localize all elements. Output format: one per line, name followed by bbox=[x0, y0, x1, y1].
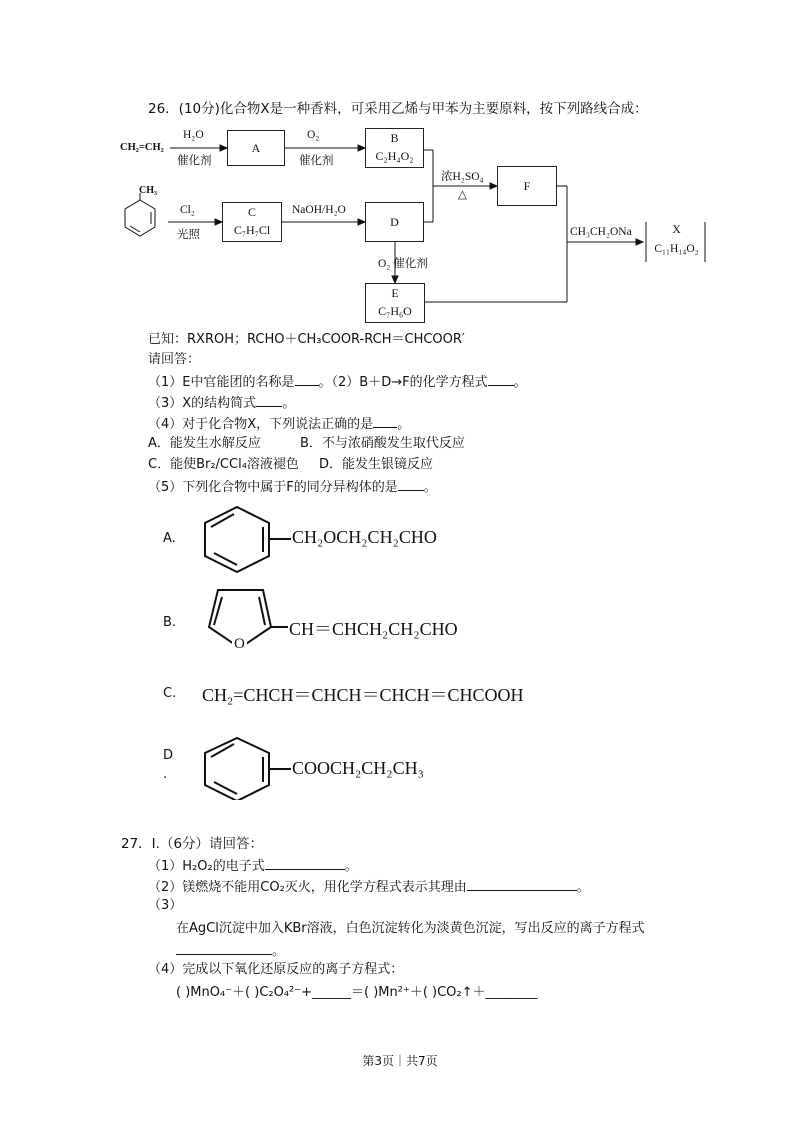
q27-sub4: （4）完成以下氧化还原反应的离子方程式： bbox=[148, 962, 404, 977]
reagent-h2o: H₂O bbox=[183, 129, 204, 141]
reagent-naoh: NaOH/H₂O bbox=[292, 204, 346, 216]
option-d-dot: . bbox=[163, 767, 168, 782]
q27-sub3-text: 在AgCl沉淀中加入KBr溶液，白色沉淀转化为淡黄色沉淀，写出反应的离子方程式 bbox=[176, 921, 645, 936]
box-e-formula: C₇H₆O bbox=[378, 304, 412, 318]
q26-sub3-a: （3）X的结构简式 bbox=[148, 396, 257, 411]
reagent-o2: O₂ bbox=[307, 129, 320, 141]
box-c-formula: C₇H₇Cl bbox=[233, 223, 271, 237]
choice-d: D．能发生银镜反应 bbox=[319, 457, 434, 472]
option-c: C. bbox=[163, 686, 177, 701]
q27-sub2-b: 。 bbox=[576, 880, 590, 895]
light: 光照 bbox=[177, 229, 200, 241]
q27-sub1-b: 。 bbox=[344, 859, 358, 874]
q27-sub2-a: （2）镁燃烧不能用CO₂灭火，用化学方程式表示其理由 bbox=[148, 880, 467, 895]
box-f: F bbox=[497, 166, 557, 206]
box-c-name: C bbox=[247, 205, 256, 219]
reagent-cl2: Cl₂ bbox=[180, 204, 195, 216]
box-a: A bbox=[227, 130, 285, 166]
formula-d: COOCH₂CH₂CH₃ bbox=[292, 758, 424, 778]
box-e-name: E bbox=[391, 286, 399, 300]
box-b-name: B bbox=[390, 131, 399, 145]
box-b-formula: C₂H₄O₂ bbox=[375, 149, 414, 163]
q26-sub1-c: 。 bbox=[513, 375, 527, 390]
q26-sub1-a: （1）E中官能团的名称是 bbox=[148, 375, 295, 390]
formula-b: CH＝CHCH₂CH₂CHO bbox=[289, 619, 458, 639]
option-b: B. bbox=[163, 615, 177, 630]
q26-title: 26．(10分)化合物X是一种香料，可采用乙烯与甲苯为主要原料，按下列路线合成： bbox=[148, 101, 648, 117]
q26-sub3-b: 。 bbox=[282, 396, 296, 411]
option-d: D bbox=[163, 748, 174, 763]
q27-sub3-end: 。 bbox=[272, 944, 286, 959]
reagent-ch3ch2ona: CH₃CH₂ONa bbox=[570, 226, 632, 238]
q27-sub3-answer bbox=[176, 942, 285, 960]
reagent-h2so4: 浓H₂SO₄ bbox=[441, 171, 484, 183]
q26-sub5-b: 。 bbox=[423, 480, 437, 495]
box-x-name: X bbox=[672, 224, 681, 236]
please-answer: 请回答： bbox=[148, 352, 201, 367]
choice-a: A．能发生水解反应 bbox=[148, 436, 261, 451]
answer-blank[interactable] bbox=[265, 857, 345, 870]
q27-sub3-number: （3） bbox=[148, 898, 183, 913]
q26-sub4-a: （4）对于化合物X，下列说法正确的是 bbox=[148, 417, 374, 432]
q27-sub2 bbox=[148, 878, 590, 896]
formula-c: CH₂=CHCH＝CHCH＝CHCH＝CHCOOH bbox=[202, 685, 524, 705]
q27-sub1 bbox=[148, 857, 358, 875]
choice-b: B．不与浓硝酸发生取代反应 bbox=[300, 436, 465, 451]
box-d: D bbox=[365, 202, 424, 242]
answer-blank[interactable] bbox=[176, 942, 272, 955]
heat-symbol: △ bbox=[458, 189, 467, 201]
furan-oxygen: O bbox=[234, 636, 245, 652]
reagent-o2-catalyst: O₂ 催化剂 bbox=[378, 258, 428, 270]
option-a: A. bbox=[163, 531, 176, 546]
toluene-ch3: CH₃ bbox=[139, 185, 157, 196]
page-footer: 第3页｜共7页 bbox=[362, 1054, 438, 1068]
redox-equation: ( )MnO₄⁻＋( )C₂O₄²⁻+______＝( )Mn²⁺＋( )CO₂↑＋________ bbox=[176, 985, 538, 1000]
q26-sub1-b: 。（2）B＋D→F的化学方程式 bbox=[318, 375, 488, 390]
choice-c: C．能使Br₂/CCl₄溶液褪色 bbox=[148, 457, 299, 472]
q26-sub5-a: （5）下列化合物中属于F的同分异构体的是 bbox=[148, 480, 398, 495]
box-x-formula: C₁₁H₁₄O₂ bbox=[654, 243, 699, 255]
q27-sub1-a: （1）H₂O₂的电子式 bbox=[148, 859, 265, 874]
catalyst-1: 催化剂 bbox=[177, 155, 212, 167]
ethylene: CH₂=CH₂ bbox=[120, 142, 164, 153]
formula-a: CH₂OCH₂CH₂CHO bbox=[292, 527, 437, 547]
catalyst-2: 催化剂 bbox=[299, 155, 334, 167]
answer-blank[interactable] bbox=[467, 878, 577, 891]
known-info: 已知：RXROH；RCHO＋CH₃COOR-RCH＝CHCOOR′ bbox=[148, 332, 465, 347]
q26-sub4-b: 。 bbox=[397, 417, 411, 432]
q27-title: 27．I.（6分）请回答： bbox=[121, 836, 264, 852]
